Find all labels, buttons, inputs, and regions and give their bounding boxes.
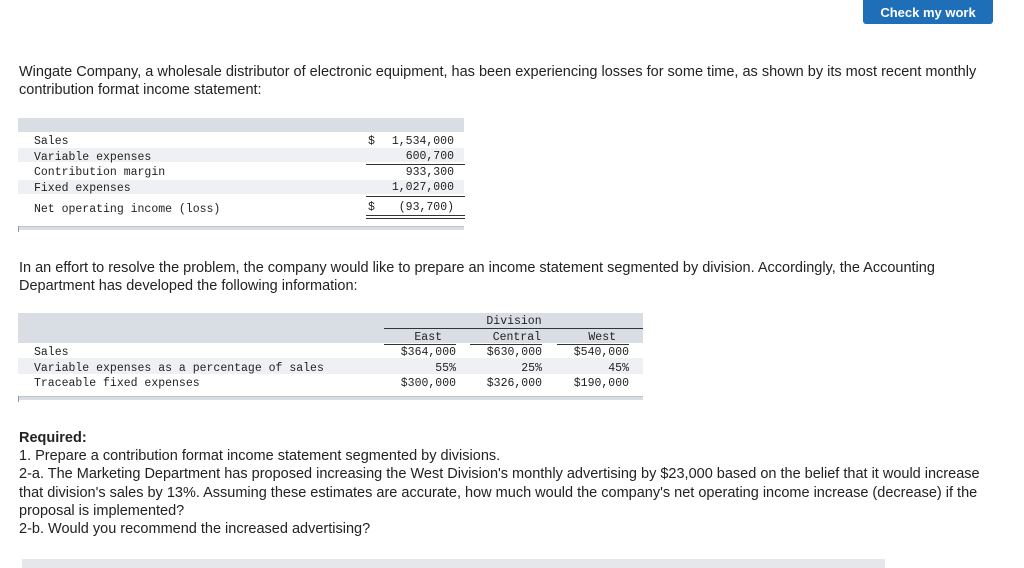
table-header-band — [18, 118, 464, 132]
header-rule — [384, 328, 643, 329]
fixed-expenses-label: Fixed expenses — [34, 182, 131, 195]
division-group-header: Division — [486, 315, 542, 328]
column-header-central: Central — [492, 331, 541, 344]
division-cell: 45% — [608, 362, 629, 375]
double-underline — [366, 218, 465, 219]
division-row-label: Sales — [34, 346, 69, 359]
underline — [366, 164, 465, 165]
variable-expenses-value: 600,700 — [405, 150, 454, 163]
middle-paragraph: In an effort to resolve the problem, the company would like to prepare an income statement segmented by division. Accordingly, the Accounting Department has developed the following information: — [19, 260, 935, 294]
division-cell: $630,000 — [486, 346, 542, 359]
required-item-2a: 2-a. The Marketing Department has proposed increasing the West Division's monthly advertising by $23,000 based on the belief that it would increase that division's sales by 13%. Assuming these estimates are accurate, how much would the company's net operating income increase (decrease) if the proposal is implemented? — [19, 466, 980, 519]
header-rule — [470, 344, 542, 345]
net-operating-income-value: (93,700) — [398, 201, 454, 214]
division-cell: 55% — [435, 362, 456, 375]
double-underline — [366, 215, 465, 216]
sales-value: 1,534,000 — [391, 135, 454, 148]
required-item-1: 1. Prepare a contribution format income statement segmented by divisions. — [19, 448, 501, 465]
sales-label: Sales — [34, 135, 69, 148]
sales-dollar-sign: $ — [368, 135, 375, 148]
required-section — [19, 429, 1004, 538]
table-footer-tick — [18, 226, 19, 232]
bottom-tab-bar — [22, 559, 885, 568]
division-cell: $326,000 — [486, 377, 542, 390]
division-cell: $540,000 — [573, 346, 629, 359]
division-cell: $190,000 — [573, 377, 629, 390]
contribution-margin-label: Contribution margin — [34, 166, 166, 179]
header-rule — [384, 344, 456, 345]
column-header-east: East — [414, 331, 442, 344]
required-title: Required: — [19, 430, 87, 446]
table-footer-band — [18, 396, 643, 400]
contribution-margin-value: 933,300 — [405, 166, 454, 179]
division-row-label: Variable expenses as a percentage of sales — [34, 362, 324, 375]
variable-expenses-label: Variable expenses — [34, 151, 152, 164]
intro-paragraph: Wingate Company, a wholesale distributor of electronic equipment, has been experiencing losses for some time, as shown by its most recent monthly contribution format income statement: — [19, 64, 977, 98]
division-cell: $364,000 — [400, 346, 456, 359]
division-row-label: Traceable fixed expenses — [34, 377, 200, 390]
net-operating-income-label: Net operating income (loss) — [34, 203, 221, 216]
table-footer-band — [18, 226, 464, 230]
column-header-west: West — [588, 331, 616, 344]
division-cell: $300,000 — [400, 377, 456, 390]
check-my-work-button[interactable]: Check my work — [863, 0, 993, 24]
table-footer-tick — [18, 396, 19, 402]
header-rule — [557, 344, 629, 345]
required-item-2b: 2-b. Would you recommend the increased advertising? — [19, 521, 371, 538]
fixed-expenses-value: 1,027,000 — [391, 181, 454, 194]
noi-dollar-sign: $ — [368, 201, 375, 214]
underline — [366, 196, 465, 197]
division-cell: 25% — [521, 362, 542, 375]
